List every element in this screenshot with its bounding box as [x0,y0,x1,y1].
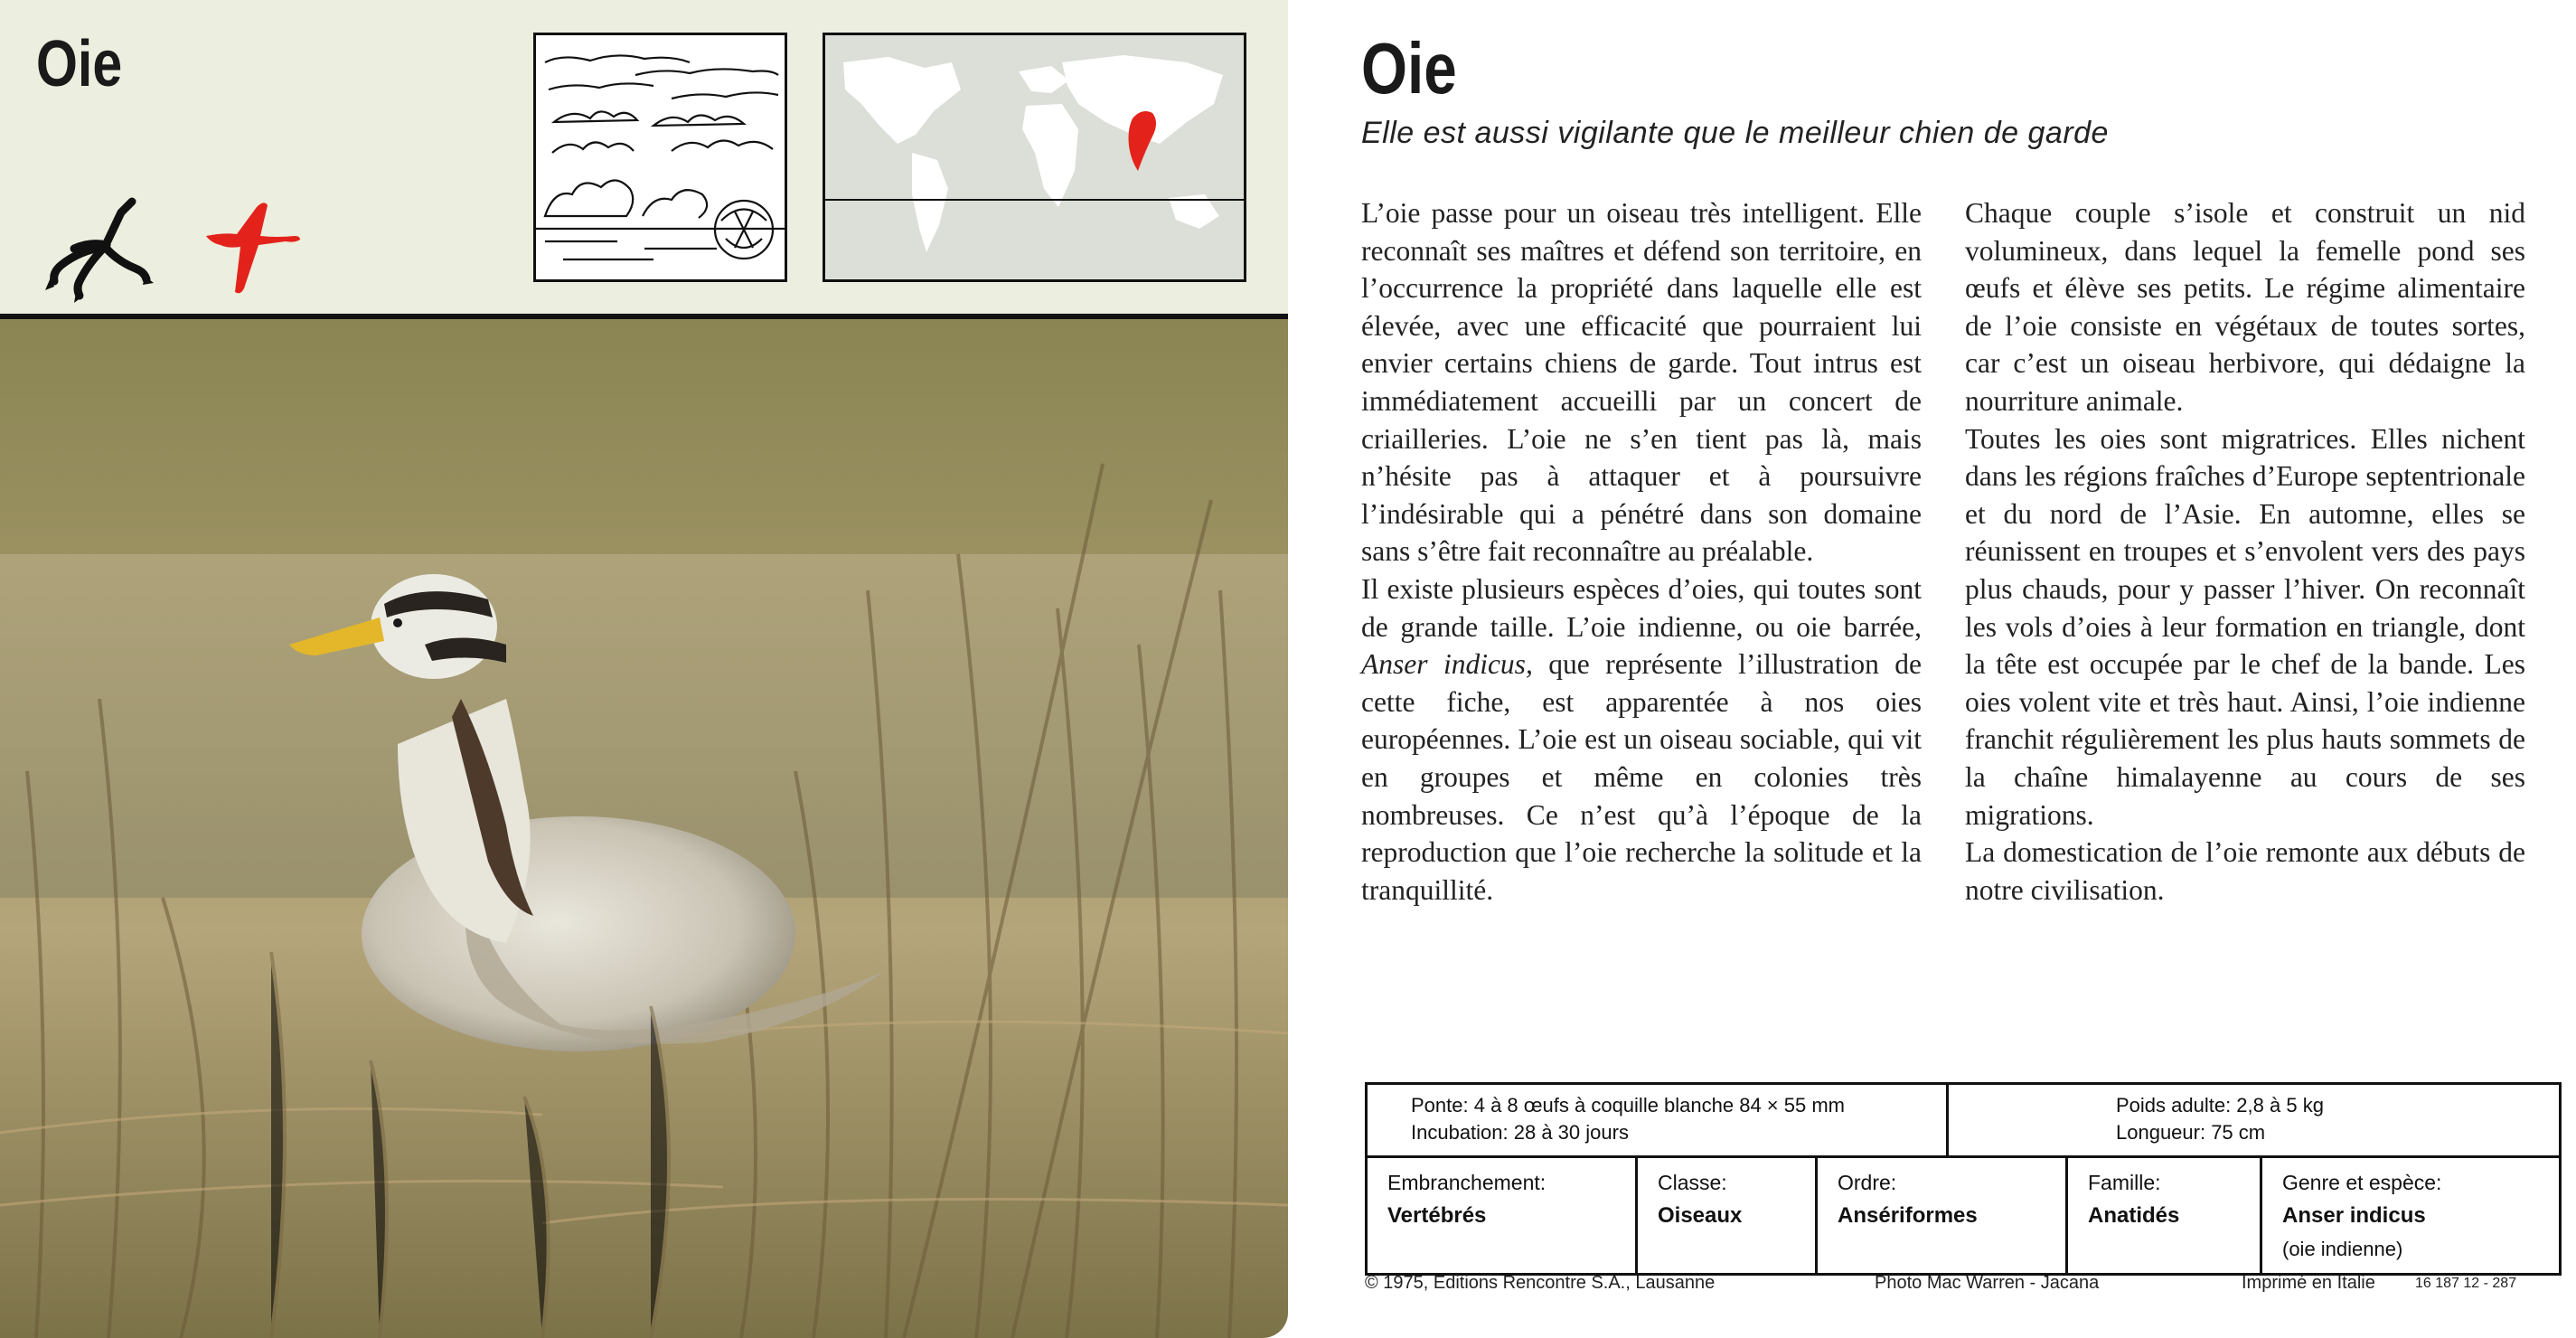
copyright-text: © 1975, Editions Rencontre S.A., Lausanne [1365,1273,1716,1293]
taxonomy-cell-embranchement [1368,1158,1638,1273]
distribution-map [823,33,1246,282]
taxonomy-value: Anser indicus [2282,1203,2426,1228]
footer [1365,1273,2556,1300]
paragraph-text: Il existe plusieurs espèces d’oies, qui toutes sont de grande taille. L’oie indienne, ou oie barrée, [1361,572,1922,643]
paragraph: La domestication de l’oie remonte aux débuts de notre civilisation. [1965,836,2525,906]
facts-top-row [1368,1085,2559,1158]
taxonomy-value: Oiseaux [1658,1203,1743,1228]
taxonomy-value: Vertébrés [1387,1203,1487,1228]
incubation-text: Incubation: 28 à 30 jours [1411,1121,1629,1144]
taxonomy-value: Ansériformes [1838,1203,1978,1228]
taxonomy-cell-famille [2068,1158,2262,1273]
photo-credit: Photo Mac Warren - Jacana [1875,1273,2100,1293]
back-page [1338,0,2576,1338]
claw-icon [34,194,161,303]
paragraph [1361,570,1922,909]
reproduction-cell [1368,1085,1949,1155]
habitat-drawing [536,35,785,279]
facts-table [1365,1082,2562,1276]
paragraph: Chaque couple s’isole et construit un nid volumineux, dans lequel la femelle pond ses œufs et élève ses petits. Le régime alimentaire de l’oie consiste en végétaux de toutes sortes, car c’est un oiseau herbivore, qui dédaigne la nourriture animale. [1965,197,2525,417]
text-column-right [1965,194,2525,909]
species-name: Anser indicus, [1361,648,1533,681]
habitat-illustration [533,33,787,282]
front-title: Oie [36,28,123,100]
card-code: 16 187 12 - 287 [2415,1276,2517,1291]
poids-text: Poids adulte: 2,8 à 5 kg [2116,1094,2324,1117]
taxonomy-cell-ordre [1818,1158,2068,1273]
text-column-left [1361,194,1922,909]
goose-photo-image [0,319,1288,1338]
printed-text: Imprimé en Italie [2242,1273,2375,1293]
front-header [0,0,1288,316]
taxonomy-label: Genre et espèce: [2282,1171,2442,1194]
taxonomy-cell-genre [2262,1158,2559,1273]
paragraph-text: que représente l’illustration de cette fiche, est apparentée à nos oies européennes. L’oie est un oiseau sociable, qui vit en groupes et même en colonies très nombreuses. Ce n’est qu’à l’époque de la reproduction que l’oie recherche la solitude et la tranquillité. [1361,648,1923,906]
taxonomy-label: Classe: [1658,1171,1727,1194]
taxonomy-value: Anatidés [2088,1203,2180,1228]
goose-photo [0,319,1288,1338]
paragraph: Toutes les oies sont migratrices. Elles nichent dans les régions fraîches d’Europe septentrionale et du nord de l’Asie. En automne, elles se réunissent en troupes et s’envolent vers des pays plus chauds, pour y passer l’hiver. On reconnaît les vols d’oies à leur formation en triangle, dont la tête est occupée par le chef de la bande. Les oies volent vite et très haut. Ainsi, l’oie indienne franchit régulièrement les plus hauts sommets de la chaîne himalayenne au cours de ses migrations. [1965,422,2525,831]
taxonomy-note: (oie indienne) [2282,1238,2403,1260]
taxonomy-label: Ordre: [1838,1171,1897,1194]
paragraph: L’oie passe pour un oiseau très intelligent. Elle reconnaît ses maîtres et défend son territoire, en l’occurrence la propriété dans laquelle elle est élevée, avec une efficacité que pourraient lui envier certains chiens de garde. Tout intrus est immédiatement accueilli par un concert de criailleries. L’oie ne s’en tient pas là, mais n’hésite pas à attaquer et à poursuivre l’indésirable qui a pénétré dans son domaine sans s’être fait reconnaître au préalable. [1361,197,1922,568]
taxonomy-label: Famille: [2088,1171,2161,1194]
longueur-text: Longueur: 75 cm [2116,1121,2266,1144]
subtitle: Elle est aussi vigilante que le meilleur chien de garde [1361,116,2109,150]
back-title: Oie [1361,28,1457,108]
taxonomy-cell-classe [1638,1158,1818,1273]
flying-goose-icon [201,194,306,299]
world-map [825,35,1244,279]
ponte-text: Ponte: 4 à 8 œufs à coquille blanche 84 × 55 mm [1411,1094,1846,1117]
taxonomy-label: Embranchement: [1387,1171,1547,1194]
